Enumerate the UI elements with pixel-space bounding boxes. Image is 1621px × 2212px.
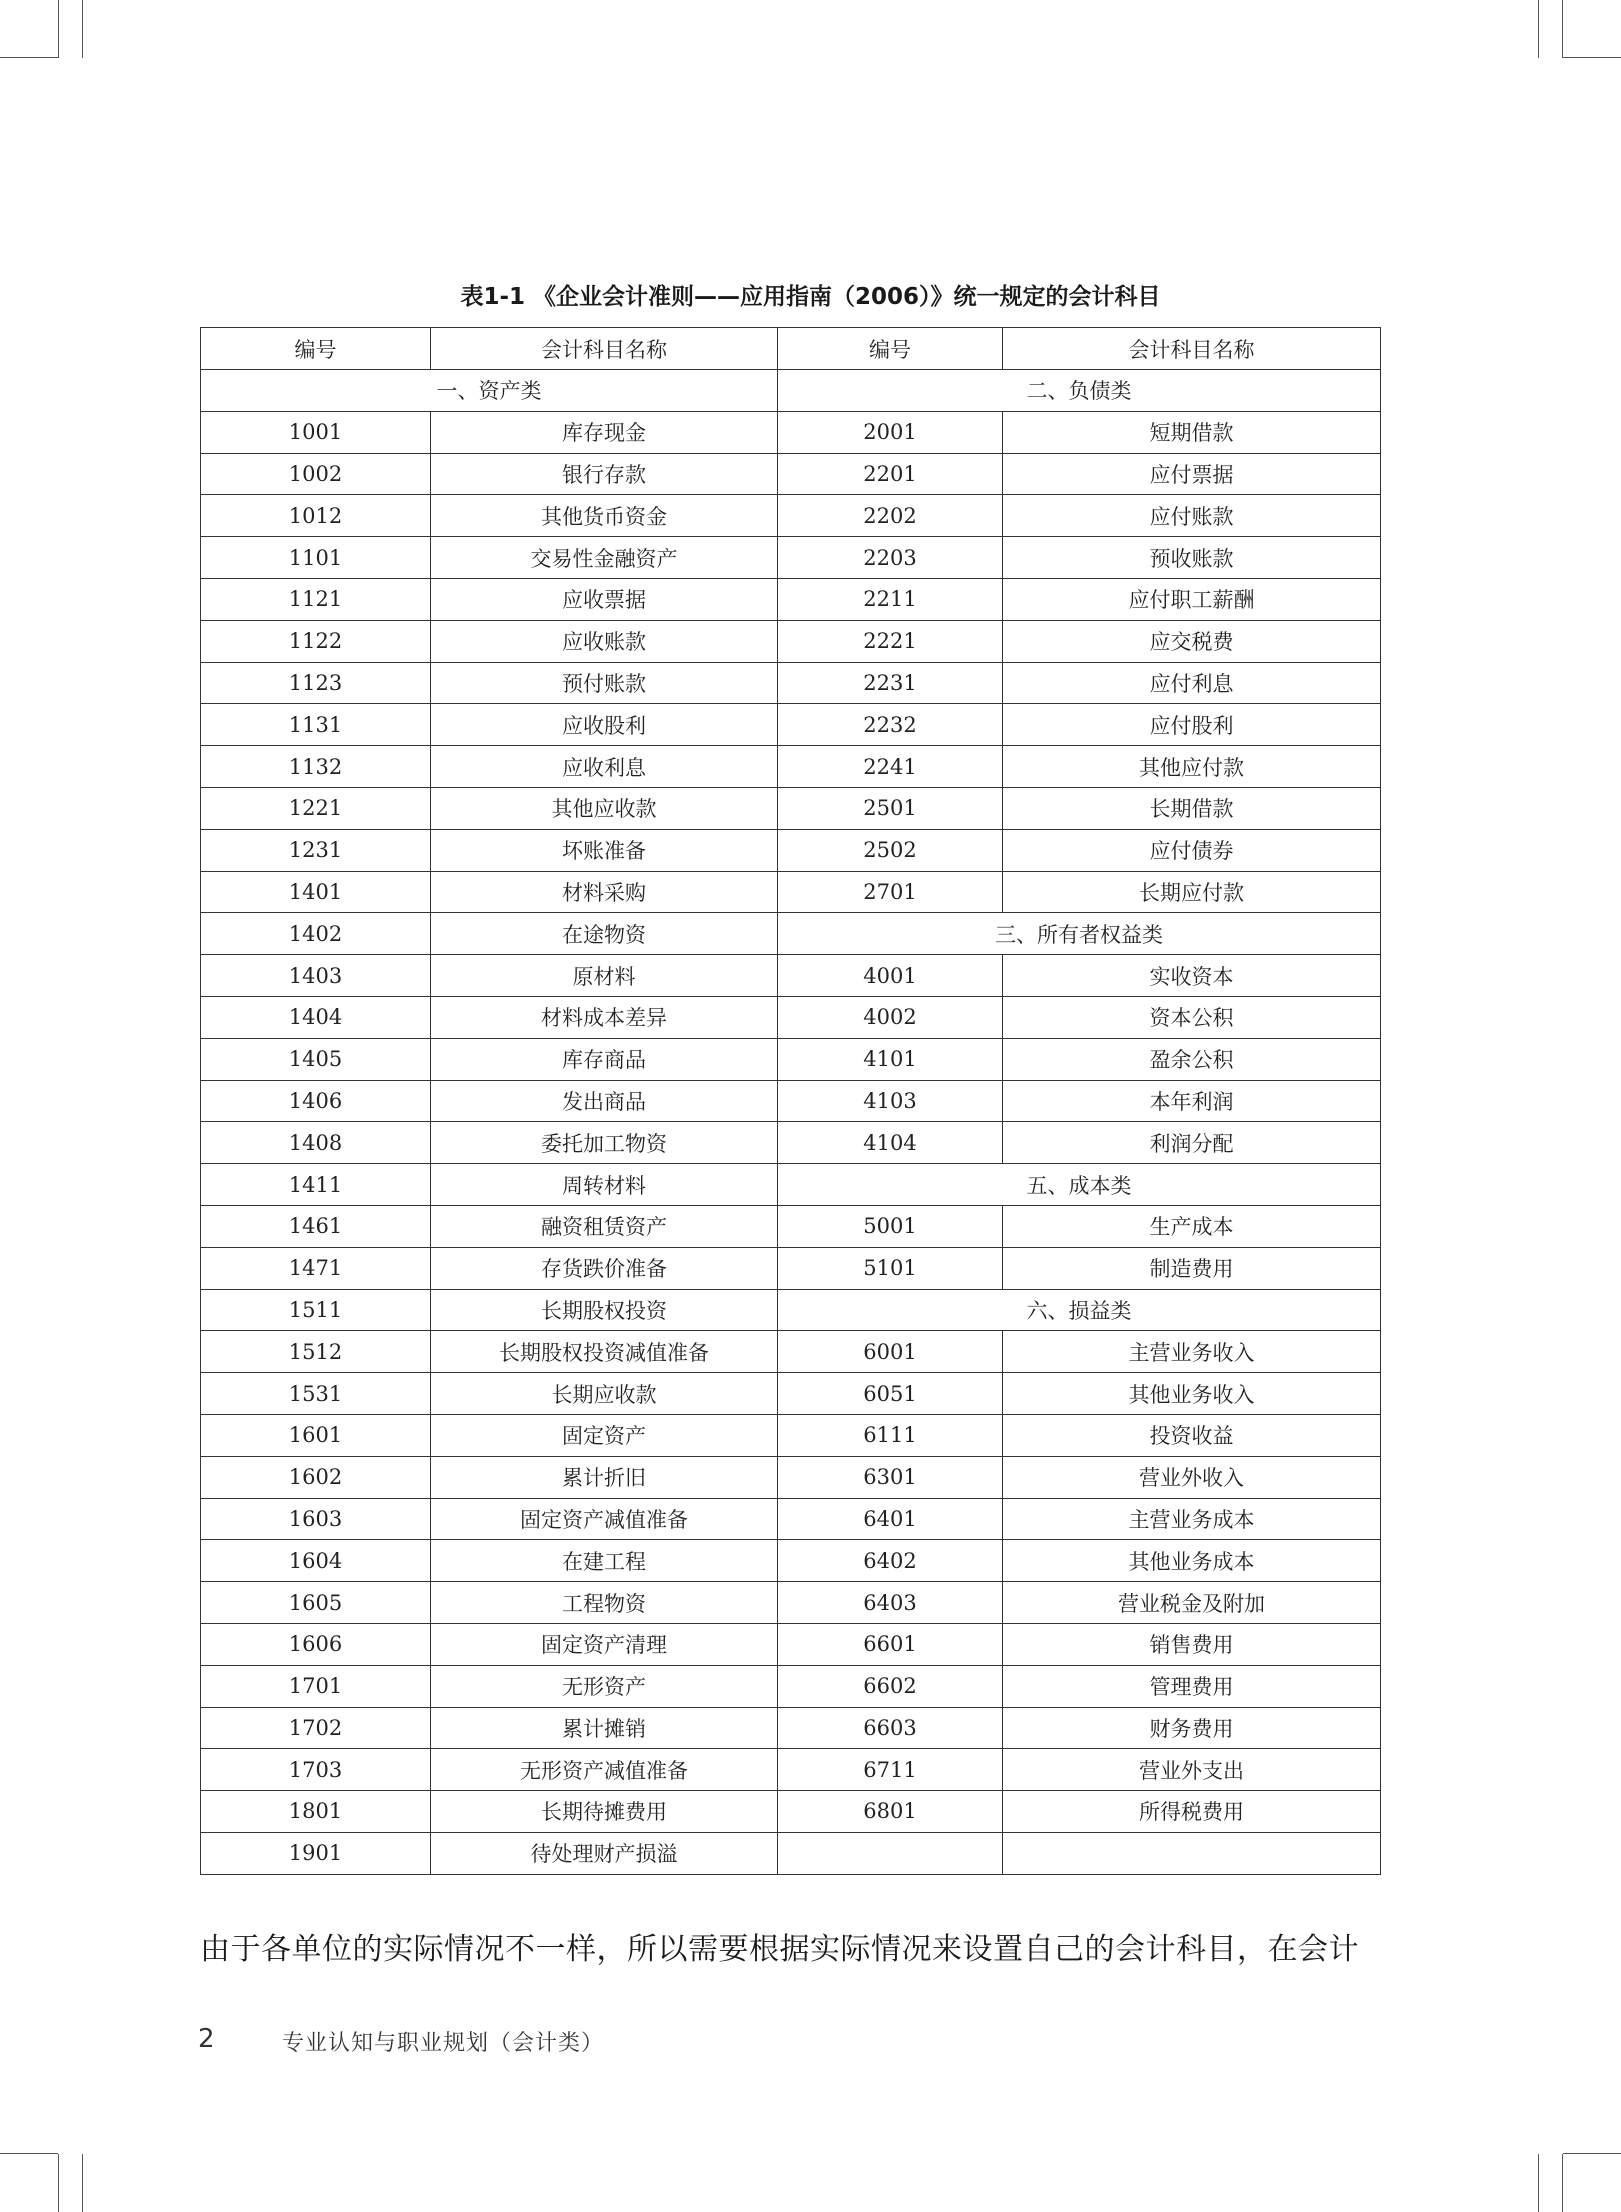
table-row (201, 955, 1381, 997)
account-name: 应收账款 (431, 620, 778, 662)
account-code: 6711 (778, 1749, 1003, 1791)
account-code: 1012 (201, 495, 431, 537)
account-name: 利润分配 (1003, 1122, 1381, 1164)
account-code: 6001 (778, 1331, 1003, 1373)
crop-mark (1563, 2153, 1621, 2154)
account-code: 6111 (778, 1414, 1003, 1456)
table-row (201, 1373, 1381, 1415)
table-row (201, 578, 1381, 620)
account-name: 长期应付款 (1003, 871, 1381, 913)
account-name: 主营业务成本 (1003, 1498, 1381, 1540)
table-row (201, 1122, 1381, 1164)
account-name: 发出商品 (431, 1080, 778, 1122)
account-name: 周转材料 (431, 1164, 778, 1206)
account-code: 4104 (778, 1122, 1003, 1164)
account-code: 1001 (201, 411, 431, 453)
table-section-row (201, 370, 1381, 412)
crop-mark (1538, 0, 1539, 58)
table-row (201, 1456, 1381, 1498)
account-code: 1531 (201, 1373, 431, 1415)
table-row (201, 1791, 1381, 1833)
account-code: 2231 (778, 662, 1003, 704)
account-name: 财务费用 (1003, 1707, 1381, 1749)
account-code: 1461 (201, 1205, 431, 1247)
table-row (201, 1247, 1381, 1289)
account-code: 1411 (201, 1164, 431, 1206)
account-name: 长期借款 (1003, 787, 1381, 829)
crop-mark (0, 2153, 58, 2154)
account-code: 6051 (778, 1373, 1003, 1415)
account-code: 1511 (201, 1289, 431, 1331)
account-name: 长期股权投资减值准备 (431, 1331, 778, 1373)
account-name: 应付股利 (1003, 704, 1381, 746)
account-name (1003, 1832, 1381, 1874)
table-row (201, 787, 1381, 829)
account-code: 1132 (201, 746, 431, 788)
account-name: 所得税费用 (1003, 1791, 1381, 1833)
section-heading-right: 五、成本类 (778, 1164, 1381, 1206)
account-code: 1122 (201, 620, 431, 662)
table-row (201, 704, 1381, 746)
section-heading-left: 一、资产类 (201, 370, 778, 412)
section-heading-right: 三、所有者权益类 (778, 913, 1381, 955)
account-name: 材料采购 (431, 871, 778, 913)
account-code: 6602 (778, 1665, 1003, 1707)
account-name: 营业外支出 (1003, 1749, 1381, 1791)
account-name: 营业税金及附加 (1003, 1582, 1381, 1624)
account-name: 应付账款 (1003, 495, 1381, 537)
account-code: 1604 (201, 1540, 431, 1582)
table-row (201, 996, 1381, 1038)
account-name: 固定资产 (431, 1414, 778, 1456)
account-name: 应付职工薪酬 (1003, 578, 1381, 620)
table-row (201, 1038, 1381, 1080)
account-name: 制造费用 (1003, 1247, 1381, 1289)
crop-mark (58, 2154, 59, 2212)
account-name: 固定资产减值准备 (431, 1498, 778, 1540)
account-name: 原材料 (431, 955, 778, 997)
table-header-row (201, 328, 1381, 370)
account-code: 4103 (778, 1080, 1003, 1122)
account-code: 1901 (201, 1832, 431, 1874)
account-code: 1601 (201, 1414, 431, 1456)
account-name: 长期应收款 (431, 1373, 778, 1415)
page-number: 2 (198, 2024, 215, 2054)
account-name: 应付票据 (1003, 453, 1381, 495)
account-code: 1606 (201, 1623, 431, 1665)
table-row (201, 662, 1381, 704)
account-name: 应收票据 (431, 578, 778, 620)
account-name: 库存现金 (431, 411, 778, 453)
account-name: 实收资本 (1003, 955, 1381, 997)
table-row (201, 411, 1381, 453)
account-code: 1221 (201, 787, 431, 829)
account-name: 应付债券 (1003, 829, 1381, 871)
account-code: 1405 (201, 1038, 431, 1080)
account-name: 应交税费 (1003, 620, 1381, 662)
account-name: 短期借款 (1003, 411, 1381, 453)
header-code-left: 编号 (201, 328, 431, 370)
account-code: 1512 (201, 1331, 431, 1373)
account-name: 其他业务成本 (1003, 1540, 1381, 1582)
account-name: 应付利息 (1003, 662, 1381, 704)
crop-mark (0, 57, 58, 58)
table-row (201, 1707, 1381, 1749)
account-name: 生产成本 (1003, 1205, 1381, 1247)
header-name-left: 会计科目名称 (431, 328, 778, 370)
account-name: 融资租赁资产 (431, 1205, 778, 1247)
account-code: 4002 (778, 996, 1003, 1038)
crop-mark (1563, 57, 1621, 58)
table-caption: 表1-1 《企业会计准则——应用指南（2006）》统一规定的会计科目 (460, 284, 1161, 310)
account-code: 6401 (778, 1498, 1003, 1540)
table-row (201, 1414, 1381, 1456)
account-name: 主营业务收入 (1003, 1331, 1381, 1373)
account-code: 1131 (201, 704, 431, 746)
account-code: 1121 (201, 578, 431, 620)
account-code: 6601 (778, 1623, 1003, 1665)
account-name: 长期股权投资 (431, 1289, 778, 1331)
crop-mark (58, 0, 59, 58)
account-name: 交易性金融资产 (431, 537, 778, 579)
account-code: 2232 (778, 704, 1003, 746)
account-name: 本年利润 (1003, 1080, 1381, 1122)
account-name: 存货跌价准备 (431, 1247, 778, 1289)
account-code: 2221 (778, 620, 1003, 662)
section-heading-right: 二、负债类 (778, 370, 1381, 412)
account-name: 固定资产清理 (431, 1623, 778, 1665)
account-code: 1408 (201, 1122, 431, 1164)
account-name: 累计折旧 (431, 1456, 778, 1498)
table-row (201, 453, 1381, 495)
account-code: 1603 (201, 1498, 431, 1540)
account-code: 1703 (201, 1749, 431, 1791)
account-code: 2203 (778, 537, 1003, 579)
header-name-right: 会计科目名称 (1003, 328, 1381, 370)
table-row (201, 495, 1381, 537)
account-code: 6801 (778, 1791, 1003, 1833)
account-name: 在建工程 (431, 1540, 778, 1582)
crop-mark (82, 0, 83, 58)
account-code: 1406 (201, 1080, 431, 1122)
table-row (201, 829, 1381, 871)
crop-mark (82, 2154, 83, 2212)
account-code: 1401 (201, 871, 431, 913)
account-name: 工程物资 (431, 1582, 778, 1624)
account-code: 1801 (201, 1791, 431, 1833)
account-code: 1403 (201, 955, 431, 997)
header-code-right: 编号 (778, 328, 1003, 370)
crop-mark (1538, 2154, 1539, 2212)
account-code: 2241 (778, 746, 1003, 788)
table-row (201, 1289, 1381, 1331)
account-code: 1602 (201, 1456, 431, 1498)
crop-mark (1562, 2154, 1563, 2212)
account-name: 无形资产减值准备 (431, 1749, 778, 1791)
account-name: 盈余公积 (1003, 1038, 1381, 1080)
account-name: 其他应付款 (1003, 746, 1381, 788)
body-paragraph: 由于各单位的实际情况不一样，所以需要根据实际情况来设置自己的会计科目，在会计 (200, 1932, 1359, 1967)
account-code: 2701 (778, 871, 1003, 913)
account-name: 待处理财产损溢 (431, 1832, 778, 1874)
account-name: 累计摊销 (431, 1707, 778, 1749)
account-name: 其他业务收入 (1003, 1373, 1381, 1415)
account-code: 6603 (778, 1707, 1003, 1749)
account-name: 营业外收入 (1003, 1456, 1381, 1498)
account-name: 管理费用 (1003, 1665, 1381, 1707)
table-row (201, 1749, 1381, 1791)
account-name: 销售费用 (1003, 1623, 1381, 1665)
account-code (778, 1832, 1003, 1874)
table-row (201, 620, 1381, 662)
section-heading-right: 六、损益类 (778, 1289, 1381, 1331)
account-name: 无形资产 (431, 1665, 778, 1707)
account-name: 预收账款 (1003, 537, 1381, 579)
account-code: 2501 (778, 787, 1003, 829)
account-code: 1231 (201, 829, 431, 871)
account-code: 6301 (778, 1456, 1003, 1498)
table-row (201, 913, 1381, 955)
account-code: 6403 (778, 1582, 1003, 1624)
accounts-table (200, 327, 1381, 1875)
account-code: 2211 (778, 578, 1003, 620)
account-code: 2502 (778, 829, 1003, 871)
account-code: 1123 (201, 662, 431, 704)
account-name: 在途物资 (431, 913, 778, 955)
account-name: 长期待摊费用 (431, 1791, 778, 1833)
account-code: 1701 (201, 1665, 431, 1707)
account-name: 库存商品 (431, 1038, 778, 1080)
account-code: 1471 (201, 1247, 431, 1289)
account-code: 1402 (201, 913, 431, 955)
table-row (201, 537, 1381, 579)
table-row (201, 746, 1381, 788)
account-code: 5101 (778, 1247, 1003, 1289)
table-row (201, 1205, 1381, 1247)
account-name: 其他应收款 (431, 787, 778, 829)
account-name: 投资收益 (1003, 1414, 1381, 1456)
account-code: 2202 (778, 495, 1003, 537)
account-code: 1605 (201, 1582, 431, 1624)
account-name: 其他货币资金 (431, 495, 778, 537)
account-name: 材料成本差异 (431, 996, 778, 1038)
account-code: 5001 (778, 1205, 1003, 1247)
account-name: 资本公积 (1003, 996, 1381, 1038)
account-name: 委托加工物资 (431, 1122, 778, 1164)
table-row (201, 1164, 1381, 1206)
account-name: 银行存款 (431, 453, 778, 495)
account-code: 2201 (778, 453, 1003, 495)
table-row (201, 1540, 1381, 1582)
running-head: 专业认知与职业规划（会计类） (282, 2031, 605, 2056)
account-name: 预付账款 (431, 662, 778, 704)
account-code: 4001 (778, 955, 1003, 997)
account-code: 2001 (778, 411, 1003, 453)
table-row (201, 1623, 1381, 1665)
account-code: 1404 (201, 996, 431, 1038)
table-row (201, 1665, 1381, 1707)
account-name: 应收利息 (431, 746, 778, 788)
account-name: 坏账准备 (431, 829, 778, 871)
table-row (201, 871, 1381, 913)
table-row (201, 1331, 1381, 1373)
crop-mark (1562, 0, 1563, 58)
account-code: 1002 (201, 453, 431, 495)
table-row (201, 1832, 1381, 1874)
account-code: 1702 (201, 1707, 431, 1749)
account-code: 6402 (778, 1540, 1003, 1582)
table-row (201, 1582, 1381, 1624)
account-code: 4101 (778, 1038, 1003, 1080)
table-row (201, 1080, 1381, 1122)
account-code: 1101 (201, 537, 431, 579)
account-name: 应收股利 (431, 704, 778, 746)
table-row (201, 1498, 1381, 1540)
